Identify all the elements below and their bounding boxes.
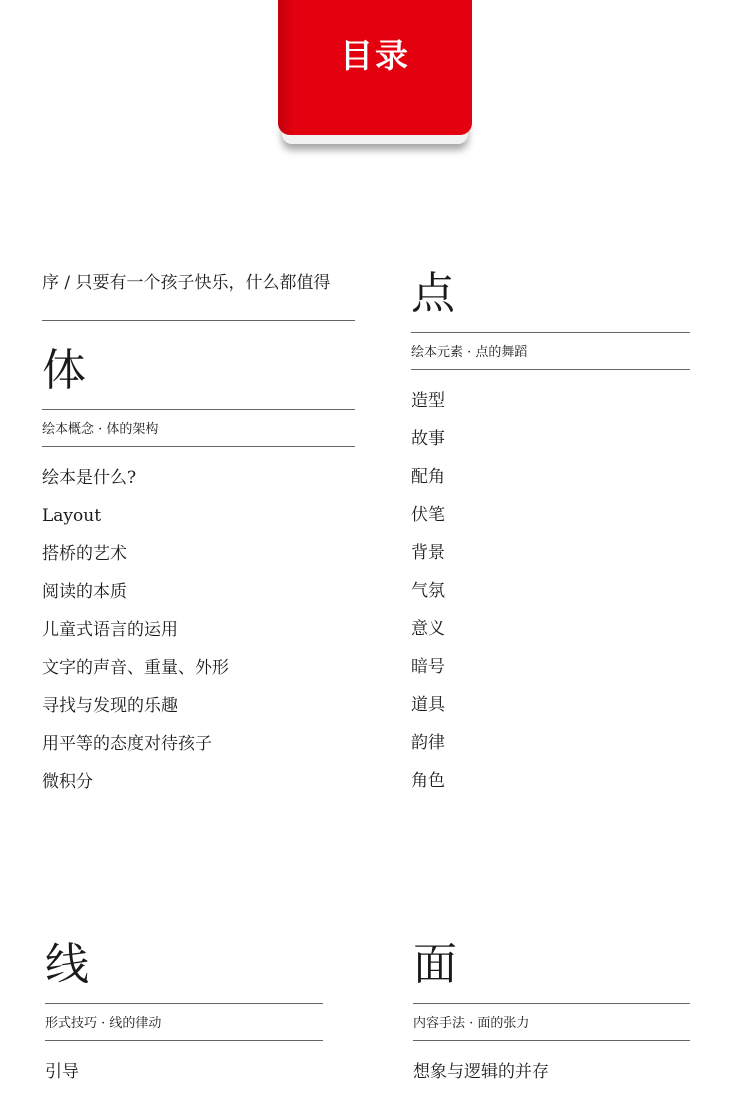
preface-link[interactable]: 序 / 只要有一个孩子快乐，什么都值得 — [42, 273, 331, 293]
section-subtitle: 形式技巧 · 线的律动 — [45, 1016, 162, 1031]
section-subtitle: 绘本概念 · 体的架构 — [42, 422, 159, 437]
section-subtitle: 绘本元素 · 点的舞蹈 — [411, 345, 528, 360]
toc-item[interactable]: Layout — [42, 506, 102, 526]
toc-item[interactable]: 用平等的态度对待孩子 — [42, 734, 212, 754]
toc-item[interactable]: 角色 — [411, 771, 445, 791]
toc-item[interactable]: 背景 — [411, 543, 445, 563]
toc-item[interactable]: 绘本是什么? — [42, 468, 137, 488]
section-heading: 体 — [42, 345, 86, 396]
book-icon — [278, 0, 472, 155]
section-dian — [411, 268, 690, 800]
section-subtitle: 内容手法 · 面的张力 — [413, 1016, 530, 1031]
toc-item[interactable]: 暗号 — [411, 657, 445, 677]
toc-item[interactable]: 韵律 — [411, 733, 445, 753]
section-heading: 线 — [45, 939, 89, 990]
toc-item[interactable]: 儿童式语言的运用 — [42, 620, 178, 640]
section-mian — [413, 939, 690, 1091]
toc-item[interactable]: 想象与逻辑的并存 — [413, 1062, 549, 1082]
toc-item[interactable]: 微积分 — [42, 772, 93, 792]
page-title: 目录 — [340, 36, 410, 75]
toc-item[interactable]: 搭桥的艺术 — [42, 544, 127, 564]
toc-item[interactable]: 文字的声音、重量、外形 — [42, 658, 229, 678]
divider — [42, 446, 355, 447]
divider — [411, 369, 690, 370]
toc-item[interactable]: 气氛 — [411, 581, 445, 601]
toc-item[interactable]: 道具 — [411, 695, 445, 715]
toc-item[interactable]: 故事 — [411, 429, 445, 449]
section-heading: 点 — [411, 268, 455, 319]
section-heading: 面 — [413, 939, 457, 990]
section-xian — [45, 939, 323, 1091]
divider — [45, 1040, 323, 1041]
toc-item[interactable]: 意义 — [411, 619, 445, 639]
section-ti — [42, 320, 355, 801]
toc-item[interactable]: 阅读的本质 — [42, 582, 127, 602]
divider — [413, 1040, 690, 1041]
toc-item[interactable]: 伏笔 — [411, 505, 445, 525]
toc-item[interactable]: 引导 — [45, 1062, 79, 1082]
toc-item[interactable]: 寻找与发现的乐趣 — [42, 696, 178, 716]
toc-item[interactable]: 配角 — [411, 467, 445, 487]
toc-item[interactable]: 造型 — [411, 391, 445, 411]
